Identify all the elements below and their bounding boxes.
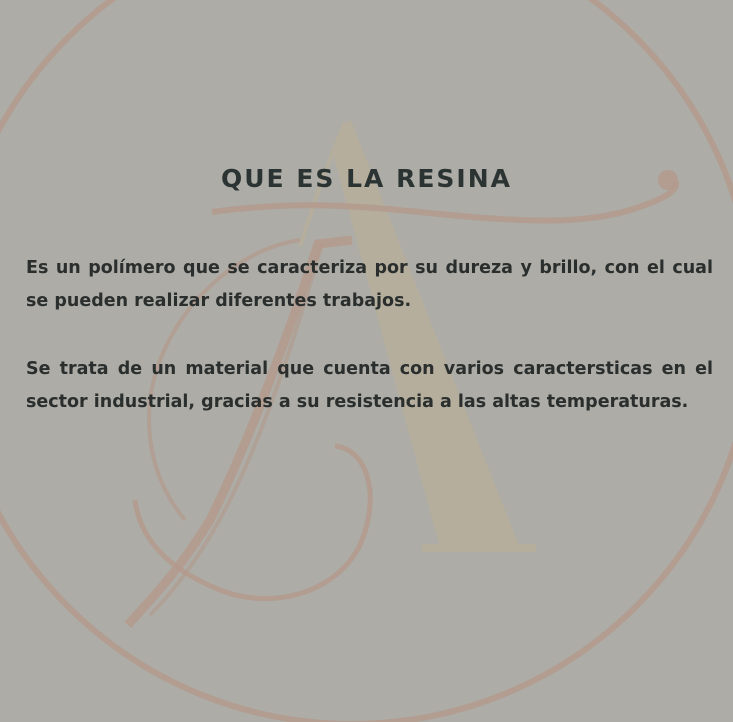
paragraph-definition: Es un polímero que se caracteriza por su dureza y brillo, con el cual se pueden realizar diferentes trabajos. xyxy=(26,258,713,311)
paragraph-industrial-use: Se trata de un material que cuenta con varios caractersticas en el sector industrial, gracias a su resistencia a las altas temperaturas. xyxy=(26,359,713,412)
page-title: QUE ES LA RESINA xyxy=(220,164,512,193)
emblem-a-serif xyxy=(422,544,536,552)
